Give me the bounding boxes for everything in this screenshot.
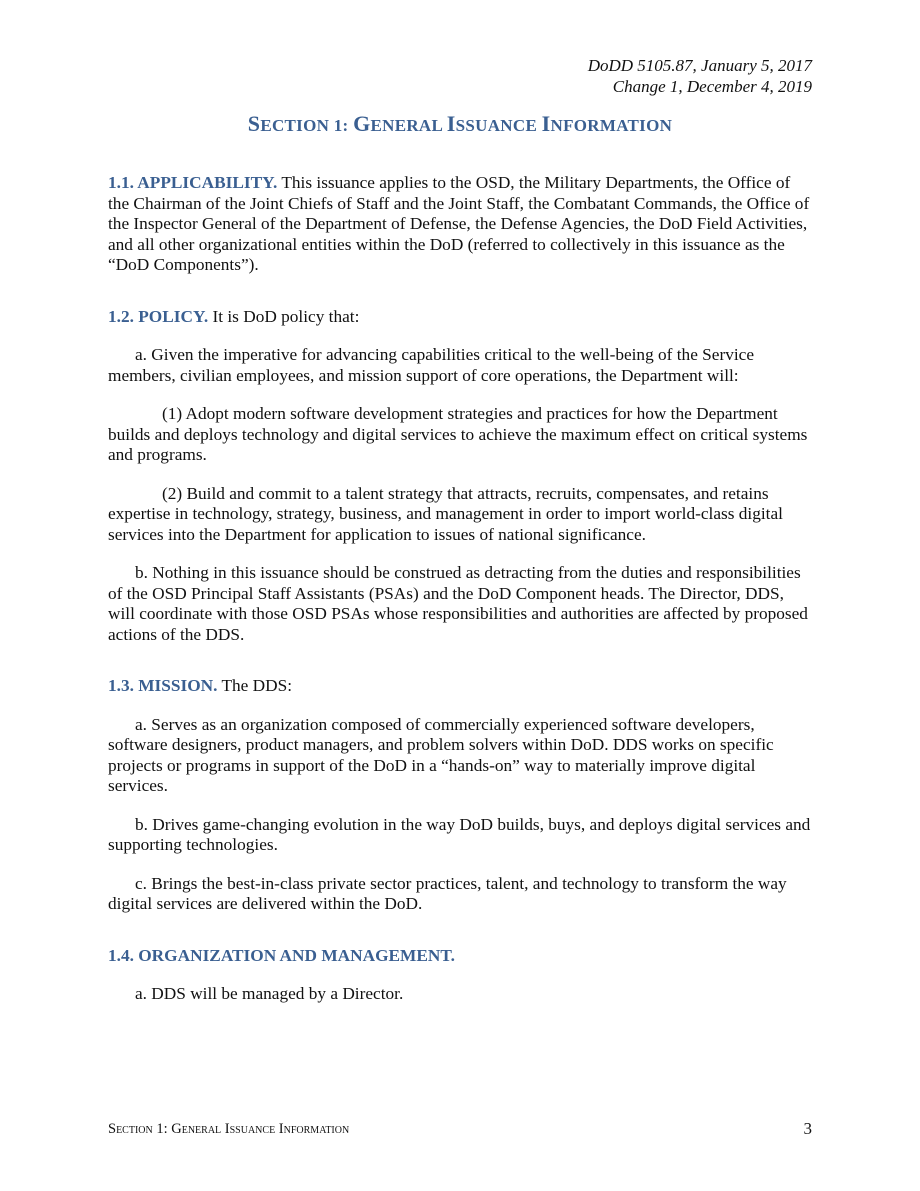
page-footer [108, 1119, 812, 1140]
header-doc-id: DoDD 5105.87, January 5, 2017 [587, 56, 812, 75]
title-part: G [353, 111, 371, 136]
organization-item-a: a. DDS will be managed by a Director. [135, 984, 404, 1003]
title-part: ECTION 1: [260, 116, 354, 135]
heading-policy: 1.2. POLICY. [108, 306, 209, 326]
title-part: I [446, 111, 456, 136]
page-number: 3 [803, 1119, 812, 1138]
applicability-text: This issuance applies to the OSD, the Military Departments, the Office of the Chairman of the Joint Chiefs of Staff and the Joint Staff, the Combatant Commands, the Office of the Inspector General of the Department of Defense, the Defense Agencies, the DoD Field Activities, and all other organizational entities within the DoD (referred to collectively in this issuance as the “DoD Components”). [108, 173, 810, 274]
paragraph-1-1 [108, 173, 814, 276]
title-part: NFORMATION [550, 116, 673, 135]
title-part: I [541, 111, 551, 136]
title-part: S [247, 111, 261, 136]
policy-item-b: b. Nothing in this issuance should be construed as detracting from the duties and responsibilities of the OSD Principal Staff Assistants (PSAs) and the DoD Component heads. The Director, DDS, will coordinate with those OSD PSAs whose responsibilities and authorities are affected by proposed actions of the DDS. [108, 563, 808, 644]
policy-item-a2: (2) Build and commit to a talent strategy that attracts, recruits, compensates, and retains expertise in technology, strategy, business, and management in order to import world-class digital services into the Department for application to issues of national significance. [108, 483, 783, 544]
document-body [108, 173, 814, 1005]
title-part: SSUANCE [455, 116, 542, 135]
heading-applicability: 1.1. APPLICABILITY. [108, 173, 278, 192]
section-title [0, 111, 920, 137]
heading-mission: 1.3. MISSION. [108, 676, 218, 695]
paragraph-1-2 [108, 307, 814, 328]
mission-item-b: b. Drives game-changing evolution in the way DoD builds, buys, and deploys digital services and supporting technologies. [108, 814, 811, 854]
document-header [588, 56, 812, 97]
mission-item-a: a. Serves as an organization composed of commercially experienced software developers, software designers, product managers, and problem solvers within DoD. DDS works on specific projects or programs in support of the DoD in a “hands-on” way to materially improve digital services. [108, 714, 774, 795]
header-change: Change 1, December 4, 2019 [612, 76, 812, 96]
policy-item-a1: (1) Adopt modern software development strategies and practices for how the Department builds and deploys technology and digital services to achieve the maximum effect on critical systems and programs. [108, 404, 808, 464]
title-part: ENERAL [370, 116, 447, 135]
paragraph-1-4 [108, 946, 814, 967]
footer-section-title: Section 1: General Issuance Information [108, 1121, 350, 1137]
policy-text: It is DoD policy that: [208, 306, 360, 326]
mission-item-c: c. Brings the best-in-class private sector practices, talent, and technology to transform the way digital services are delivered within the DoD. [108, 873, 787, 913]
heading-organization: 1.4. ORGANIZATION AND MANAGEMENT. [108, 945, 455, 965]
paragraph-1-3 [108, 676, 814, 697]
policy-item-a: a. Given the imperative for advancing capabilities critical to the well-being of the Service members, civilian employees, and mission support of core operations, the Department will: [108, 345, 755, 385]
mission-text: The DDS: [217, 676, 293, 695]
